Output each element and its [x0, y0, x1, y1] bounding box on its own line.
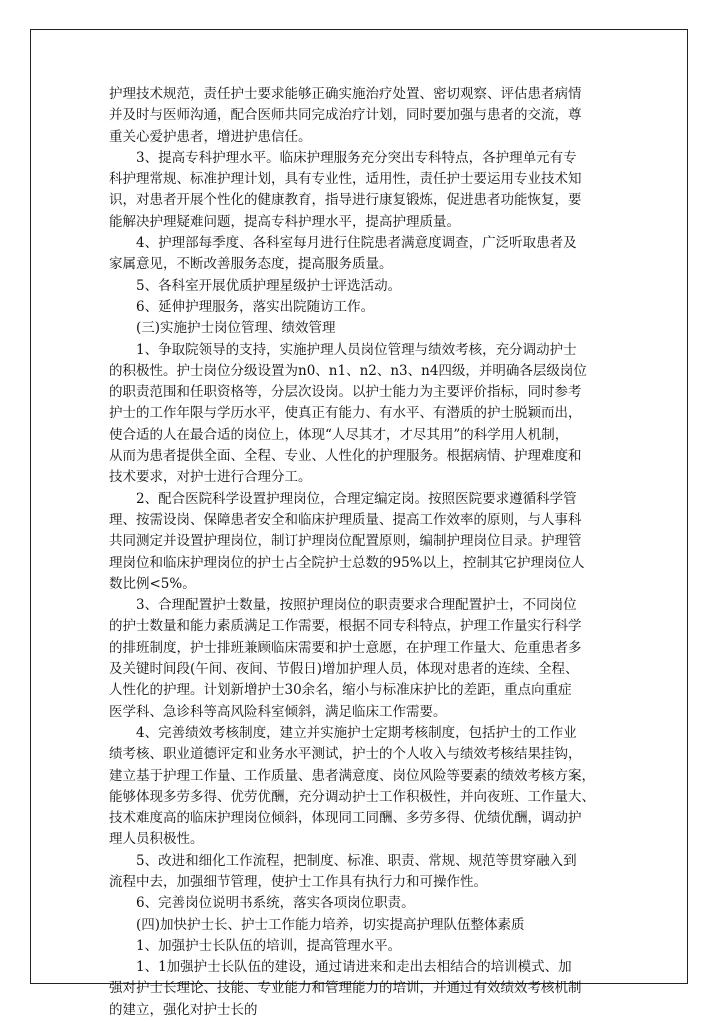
text-line: 及关键时间段(午间、夜间、节假日)增加护理人员，体现对患者的连续、全程、 — [109, 661, 579, 678]
document-body — [109, 84, 619, 1021]
text-line: 6、延伸护理服务，落实出院随访工作。 — [109, 298, 375, 315]
text-line: 护理技术规范，责任护士要求能够正确实施治疗处置、密切观察、评估患者病情 — [109, 86, 582, 102]
paragraph — [109, 318, 619, 339]
text-line: 并及时与医师沟通，配合医师共同完成治疗计划，同时要加强与患者的交流，尊 — [109, 107, 582, 124]
text-line: 能够体现多劳多得、优劳优酬，充分调动护士工作积极性，并向夜班、工作量大、 — [109, 788, 595, 805]
text-line: 家属意见，不断改善服务态度，提高服务质量。 — [109, 256, 393, 273]
paragraph — [109, 489, 619, 595]
text-line: 使合适的人在最合适的岗位上，体现“人尽其才，才尽其用”的科学用人机制， — [109, 426, 569, 443]
text-line: 的积极性。护士岗位分级设置为n0、n1、n2、n3、n4四级，并明确各层级岗位 — [109, 362, 587, 379]
text-line: 科护理常规、标准护理计划，具有专业性，适用性，责任护士要运用专业技术知 — [109, 171, 582, 188]
text-line: 1、争取院领导的支持，实施护理人员岗位管理与绩效考核，充分调动护士 — [109, 341, 577, 358]
text-line: 的建立，强化对护士长的 — [109, 1001, 258, 1018]
text-line: 3、合理配置护士数量，按照护理岗位的职责要求合理配置护士，不同岗位 — [109, 597, 577, 614]
paragraph — [109, 233, 619, 276]
paragraph — [109, 957, 619, 1021]
text-line: 理、按需设岗、保障患者安全和临床护理质量、提高工作效率的原则，与人事科 — [109, 511, 582, 528]
paragraph — [109, 893, 619, 914]
text-line: 5、各科室开展优质护理星级护士评选活动。 — [109, 277, 402, 294]
text-line: (三)实施护士岗位管理、绩效管理 — [109, 320, 336, 337]
text-line: 2、配合医院科学设置护理岗位，合理定编定岗。按照医院要求遵循科学管 — [109, 490, 577, 507]
text-line: 技术要求，对护士进行合理分工。 — [109, 469, 312, 486]
paragraph — [109, 148, 619, 233]
text-line: 6、完善岗位说明书系统，落实各项岗位职责。 — [109, 895, 415, 912]
text-line: 医学科、急诊科等高风险科室倾斜，满足临床工作需要。 — [109, 703, 447, 720]
text-line: 5、改进和细化工作流程，把制度、标准、职责、常规、规范等贯穿融入到 — [109, 852, 577, 869]
text-line: 护士的工作年限与学历水平，使真正有能力、有水平、有潜质的护士脱颖而出， — [109, 405, 582, 422]
paragraph — [109, 276, 619, 297]
text-line: 理岗位和临床护理岗位的护士占全院护士总数的95%以上，控制其它护理岗位人 — [109, 554, 585, 571]
paragraph — [109, 723, 619, 851]
paragraph — [109, 936, 619, 957]
text-line: 共同测定并设置护理岗位，制订护理岗位配置原则，编制护理岗位目录。护理管 — [109, 533, 582, 550]
text-line: 的护士数量和能力素质满足工作需要，根据不同专科特点，护理工作量实行科学 — [109, 618, 582, 635]
text-line: 4、护理部每季度、各科室每月进行住院患者满意度调查，广泛听取患者及 — [109, 235, 577, 252]
text-line: 重关心爱护患者，增进护患信任。 — [109, 128, 312, 145]
text-line: 识，对患者开展个性化的健康教育，指导进行康复锻炼，促进患者功能恢复，要 — [109, 192, 582, 209]
text-line: 3、提高专科护理水平。临床护理服务充分突出专科特点，各护理单元有专 — [109, 149, 577, 166]
text-line: 流程中去，加强细节管理，使护士工作具有执行力和可操作性。 — [109, 873, 487, 890]
text-line: 理人员积极性。 — [109, 831, 204, 848]
paragraph — [109, 84, 619, 148]
text-line: 人性化的护理。计划新增护士30余名，缩小与标准床护比的差距，重点向重症 — [109, 682, 572, 699]
paragraph — [109, 915, 619, 936]
text-line: (四)加快护士长、护士工作能力培养，切实提高护理队伍整体素质 — [109, 916, 525, 933]
text-line: 4、完善绩效考核制度，建立并实施护士定期考核制度，包括护士的工作业 — [109, 724, 577, 741]
text-line: 建立基于护理工作量、工作质量、患者满意度、岗位风险等要素的绩效考核方案， — [109, 767, 595, 784]
text-line: 强对护士长理论、技能、专业能力和管理能力的培训，并通过有效绩效考核机制 — [109, 980, 582, 997]
text-line: 技术难度高的临床护理岗位倾斜，体现同工同酬、多劳多得、优绩优酬，调动护 — [109, 810, 582, 827]
text-line: 能解决护理疑难问题，提高专科护理水平，提高护理质量。 — [109, 213, 460, 230]
text-line: 的排班制度，护士排班兼顾临床需要和护士意愿，在护理工作量大、危重患者多 — [109, 639, 582, 656]
text-line: 数比例<5%。 — [109, 575, 196, 592]
paragraph — [109, 297, 619, 318]
text-line: 从而为患者提供全面、全程、专业、人性化的护理服务。根据病情、护理难度和 — [109, 448, 582, 465]
text-line: 1、加强护士长队伍的培训，提高管理水平。 — [109, 937, 402, 954]
paragraph — [109, 340, 619, 489]
text-line: 的职责范围和任职资格等，分层次设岗。以护士能力为主要评价指标，同时参考 — [109, 384, 582, 401]
text-line: 1、1加强护士长队伍的建设，通过请进来和走出去相结合的培训模式、加 — [109, 959, 572, 976]
paragraph — [109, 851, 619, 894]
text-line: 绩考核、职业道德评定和业务水平测试，护士的个人收入与绩效考核结果挂钩， — [109, 746, 582, 763]
paragraph — [109, 595, 619, 723]
